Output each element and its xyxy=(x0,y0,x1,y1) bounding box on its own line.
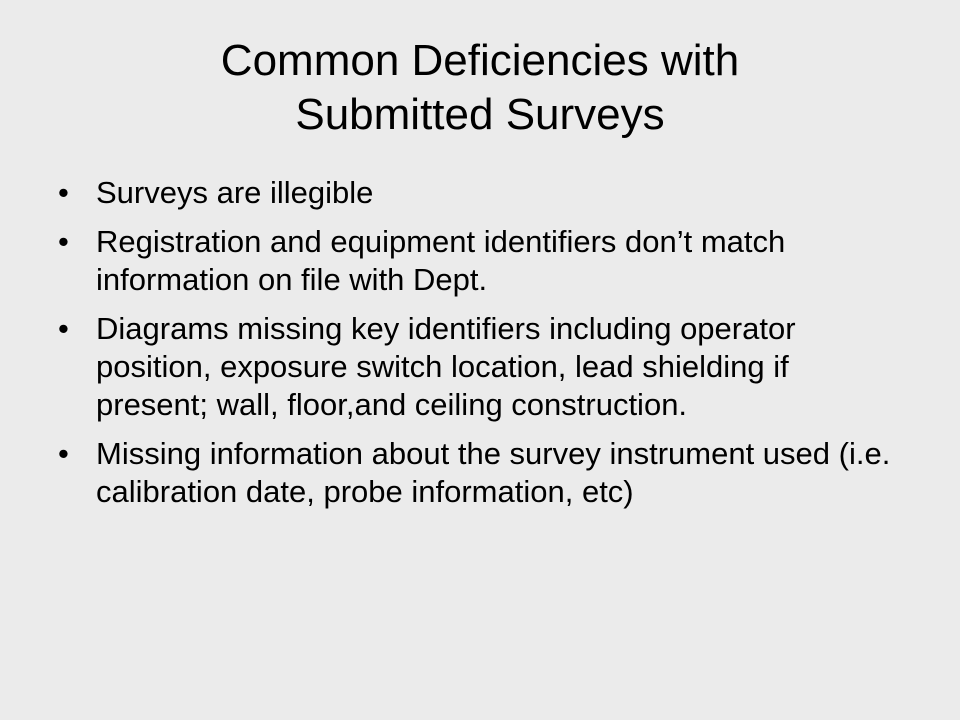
bullet-item-illegible xyxy=(58,174,898,212)
bullet-item-instrument xyxy=(58,435,898,511)
bullet-text: Surveys are illegible xyxy=(96,175,374,210)
title-line-2: Submitted Surveys xyxy=(295,90,665,139)
slide-title xyxy=(60,34,900,142)
bullet-text: Registration and equipment identifiers don’t match information on file with Dept. xyxy=(96,224,786,297)
title-line-1: Common Deficiencies with xyxy=(220,36,740,85)
bullet-item-diagrams xyxy=(58,310,898,424)
bullet-text: Missing information about the survey instrument used (i.e. calibration date, probe information, etc) xyxy=(96,436,891,509)
bullet-icon: • xyxy=(58,224,69,259)
bullet-icon: • xyxy=(58,175,69,210)
bullet-icon: • xyxy=(58,311,69,346)
bullet-icon: • xyxy=(58,436,69,471)
bullet-text: Diagrams missing key identifiers including operator position, exposure switch location, lead shielding if present; wall, floor,and ceiling construction. xyxy=(96,311,796,422)
bullet-list xyxy=(58,174,898,522)
bullet-item-identifiers xyxy=(58,223,898,299)
